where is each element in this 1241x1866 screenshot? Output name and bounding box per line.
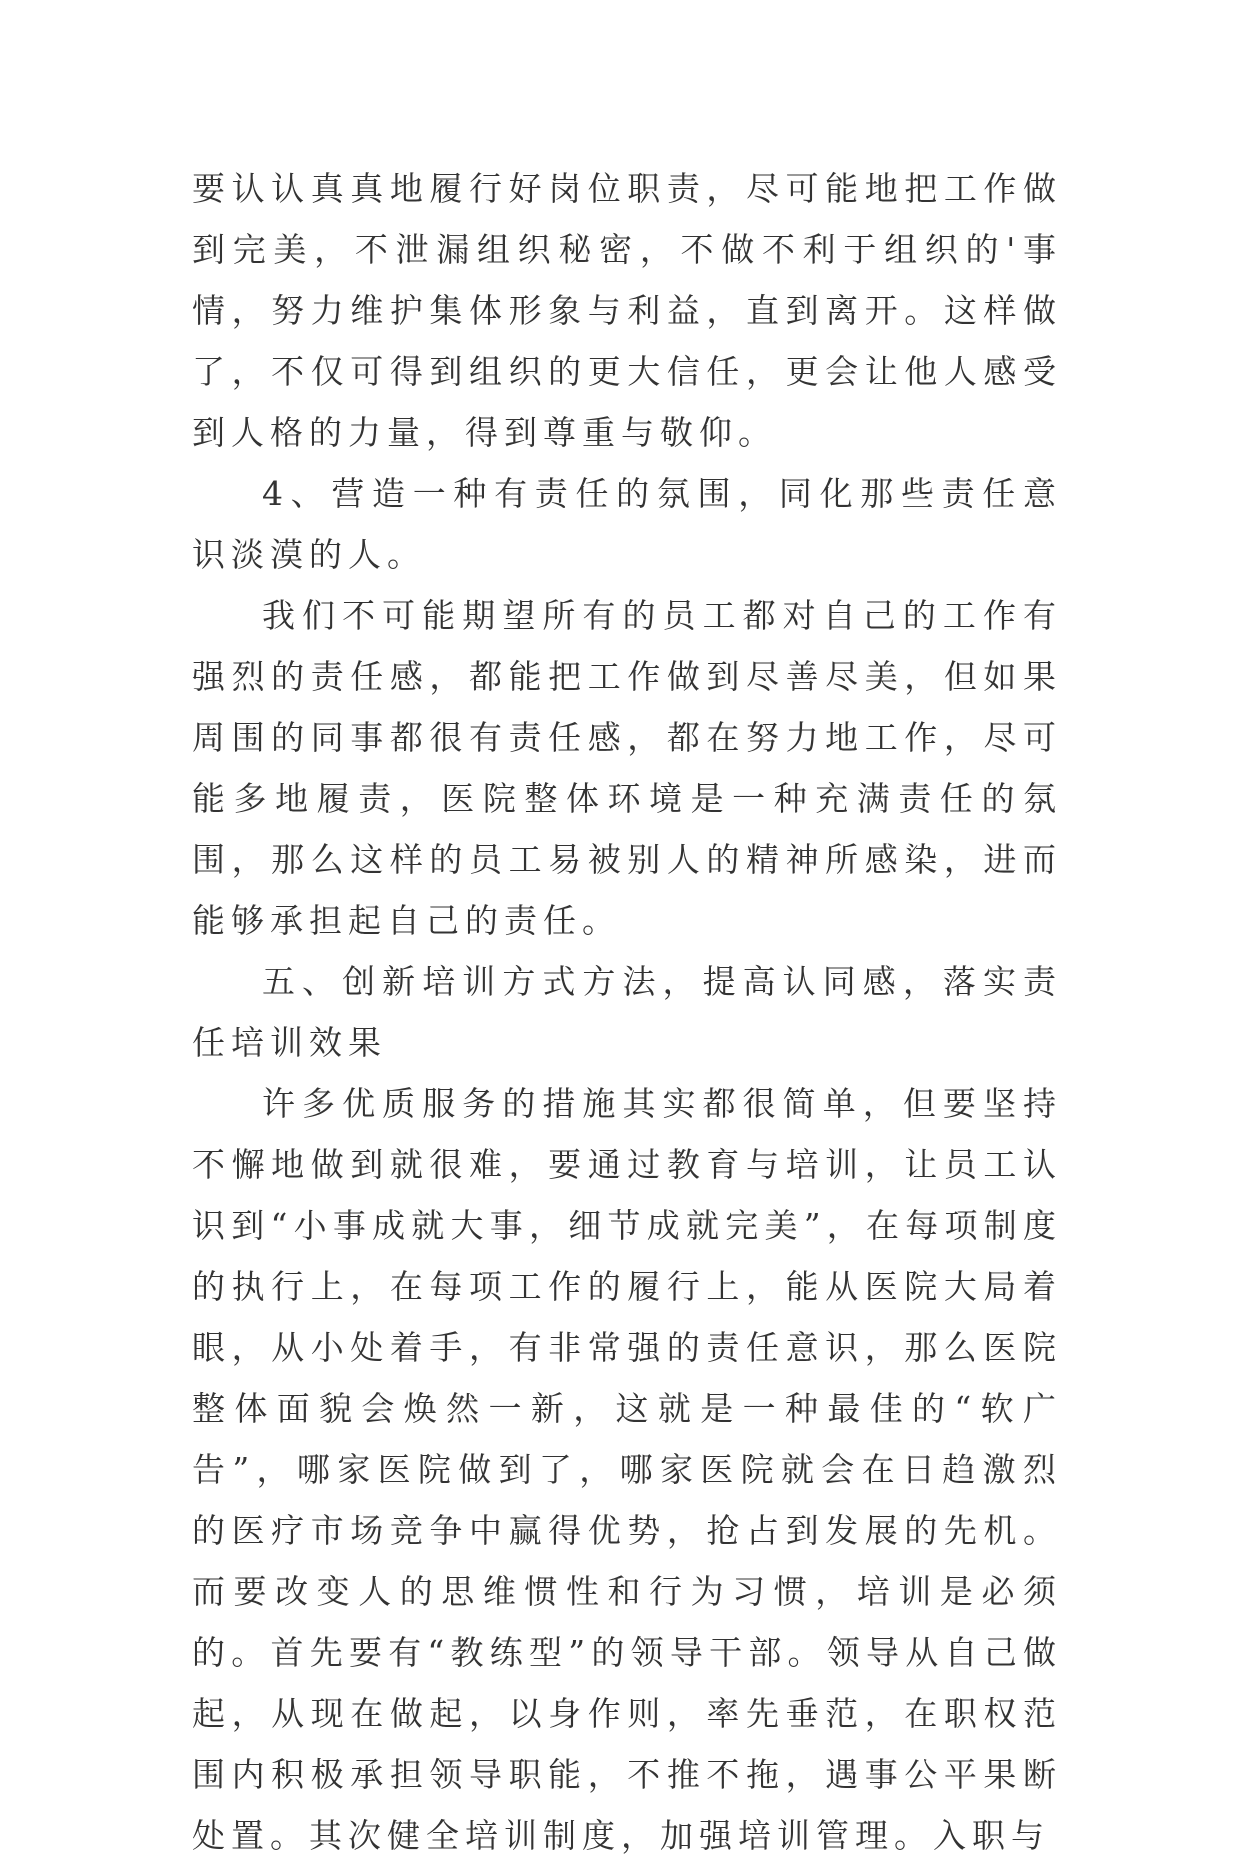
paragraph-body: 许多优质服务的措施其实都很简单，但要坚持不懈地做到就很难，要通过教育与培训，让员工认识到“小事成就大事，细节成就完美”，在每项制度的执行上，在每项工作的履行上，能从医院大局着眼，从小处着手，有非常强的责任意识，那么医院整体面貌会焕然一新，这就是一种最佳的“软广告”，哪家医院做到了，哪家医院就会在日趋激烈的医疗市场竞争中赢得优势，抢占到发展的先机。而要改变人的思维惯性和行为习惯，培训是必须的。首先要有“教练型”的领导干部。领导从自己做起，从现在做起，以身作则，率先垂范，在职权范围内积极承担领导职能，不推不拖，遇事公平果断处置。其次健全培训制度，加强培训管理。入职与: [192, 1084, 1062, 1855]
paragraph-continuation: 要认认真真地履行好岗位职责，尽可能地把工作做到完美，不泄漏组织秘密，不做不利于组织的'事情，努力维护集体形象与利益，直到离开。这样做了，不仅可得到组织的更大信任，更会让他人感受到人格的力量，得到尊重与敬仰。: [192, 169, 1062, 452]
section-heading-5: 五、创新培训方式方法，提高认同感，落实责任培训效果: [192, 962, 1062, 1062]
paragraph-body: 我们不可能期望所有的员工都对自己的工作有强烈的责任感，都能把工作做到尽善尽美，但如果周围的同事都很有责任感，都在努力地工作，尽可能多地履责，医院整体环境是一种充满责任的氛围，那么这样的员工易被别人的精神所感染，进而能够承担起自己的责任。: [192, 596, 1062, 940]
paragraph-point-4: 4、营造一种有责任的氛围，同化那些责任意识淡漠的人。: [192, 474, 1062, 574]
document-body: [192, 158, 1062, 1866]
